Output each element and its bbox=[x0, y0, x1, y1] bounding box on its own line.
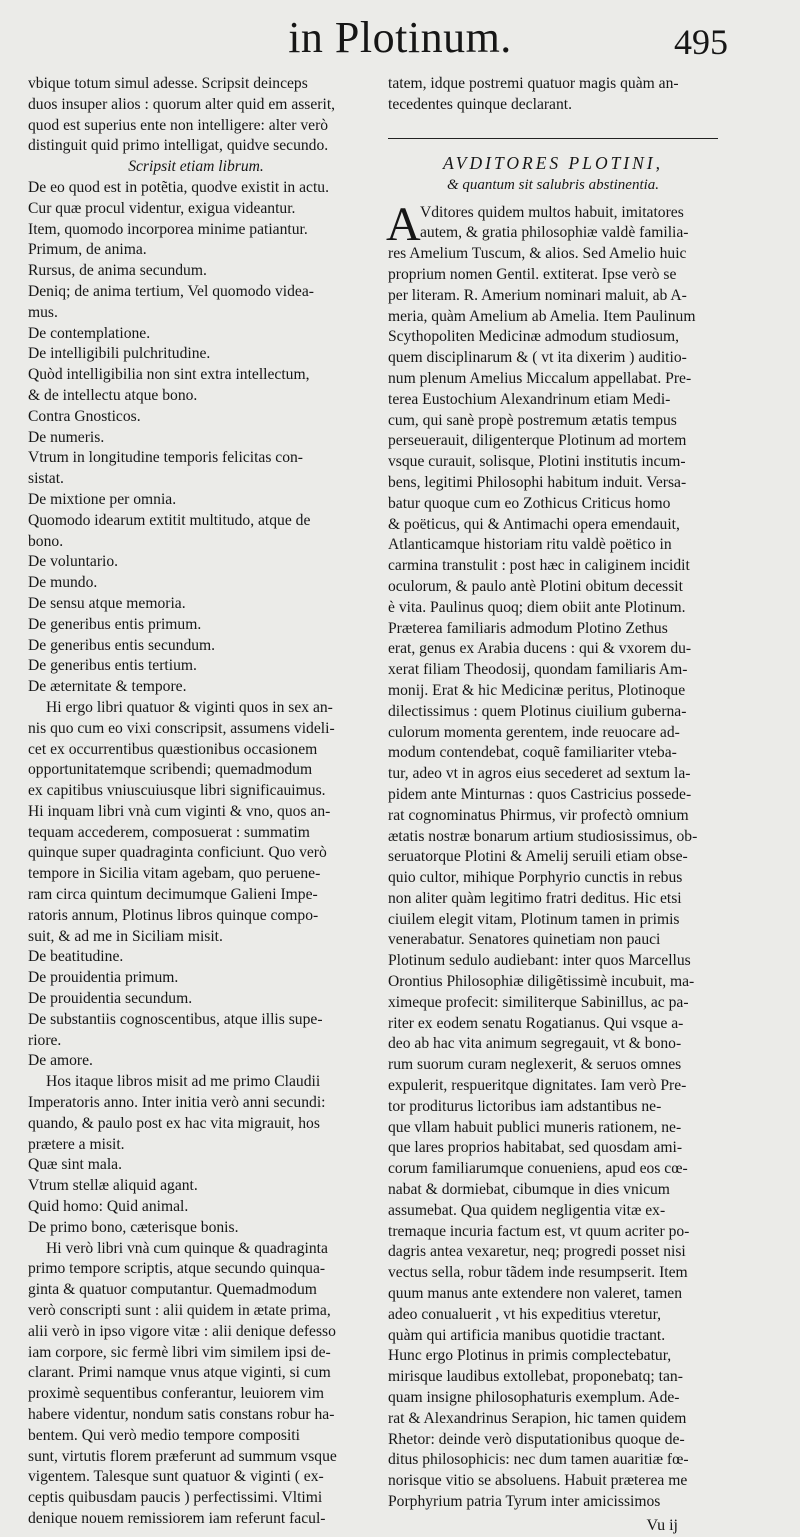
right-column bbox=[388, 74, 718, 1537]
text-line: vectus sella, robur tãdem inde resumpserit. Item bbox=[388, 1264, 688, 1282]
text-line: culorum momenta gerentem, inde reuocare ad- bbox=[388, 723, 680, 741]
text-line: De numeris. bbox=[28, 428, 105, 446]
text-line: Scripsit etiam librum. bbox=[128, 158, 264, 176]
text-line: venerabatur. Senatores quinetiam non pauci bbox=[388, 931, 661, 949]
text-line: modum contendebat, coquẽ familiariter vteba- bbox=[388, 744, 677, 762]
text-line: De mundo. bbox=[28, 574, 98, 592]
text-line: Hi inquam libri vnà cum viginti & vno, quos an- bbox=[28, 802, 331, 820]
text-line: sunt, virtutis florem præferunt ad summum vsque bbox=[28, 1447, 337, 1465]
text-line: non aliter quàm legitimo fratri deditus. Hic etsi bbox=[388, 889, 682, 907]
text-line: ciuilem elegit vitam, Plotinum tamen in primis bbox=[388, 910, 680, 928]
text-line: rat cognominatus Phirmus, vir profectò omnium bbox=[388, 806, 689, 824]
text-line: proximè sequentibus conferantur, leuiorem vim bbox=[28, 1385, 325, 1403]
text-line: & de intellectu atque bono. bbox=[28, 386, 198, 404]
text-line: De sensu atque memoria. bbox=[28, 594, 186, 612]
text-line: De prouidentia primum. bbox=[28, 969, 179, 987]
text-line: Plotinum sedulo audiebant: inter quos Marcellus bbox=[388, 952, 691, 970]
running-title: in Plotinum. bbox=[288, 13, 512, 62]
text-line: Imperatoris anno. Inter initia verò anni secundi: bbox=[28, 1094, 326, 1112]
text-line: terea Eustochium Alexandrinum etiam Medi- bbox=[388, 390, 671, 408]
text-line: xerat filiam Theodosij, quondam familiaris Am- bbox=[388, 661, 688, 679]
text-line: tur, adeo vt in agros eius secederet ad sextum la- bbox=[388, 765, 691, 783]
text-line: vbique totum simul adesse. Scripsit deinceps bbox=[28, 75, 308, 92]
text-line: Item, quomodo incorporea minime patiantur. bbox=[28, 220, 308, 238]
text-line: cet ex occurrentibus quæstionibus occasionem bbox=[28, 740, 318, 758]
text-line: Porphyrium patria Tyrum inter amicissimos bbox=[388, 1493, 661, 1510]
text-line: ximeque profecit: similiterque Sabinillus, ac pa- bbox=[388, 993, 689, 1011]
text-line: quio cultor, mihique Porphyrio cunctis in rebus bbox=[388, 869, 683, 887]
text-line: riter ex eodem senatu Rogatianus. Qui vsque a- bbox=[388, 1014, 684, 1032]
text-line: clarant. Primi namque vnus atque viginti, si cum bbox=[28, 1364, 331, 1382]
text-line: tremaque incuria factum est, vt quum acriter po- bbox=[388, 1222, 690, 1240]
text-line: primo tempore scriptis, atque secundo quinqua- bbox=[28, 1260, 326, 1278]
text-line: alii verò in ipso vigore vitæ : alii denique defesso bbox=[28, 1322, 336, 1340]
text-line: Rursus, de anima secundum. bbox=[28, 262, 207, 280]
text-line: Contra Gnosticos. bbox=[28, 407, 141, 425]
text-line: Vditores quidem multos habuit, imitatores bbox=[420, 203, 684, 221]
section-divider bbox=[388, 138, 718, 139]
text-line: res Amelium Tuscum, & alios. Sed Amelio huic bbox=[388, 245, 687, 263]
text-line: oculorum, & paulo antè Plotini obitum decessit bbox=[388, 577, 683, 595]
text-line: adeo conualuerit , vt his expeditius vteretur, bbox=[388, 1305, 662, 1323]
text-line: De generibus entis primum. bbox=[28, 615, 202, 633]
text-line: iam corpore, sic fermè libri vim similem ipsi de- bbox=[28, 1343, 331, 1361]
text-line: perseuerauit, diligenterque Plotinum ad mortem bbox=[388, 432, 687, 450]
drop-cap: A bbox=[386, 197, 421, 251]
text-line: nis quo cum eo vixi conscripsit, assumens videli- bbox=[28, 719, 335, 737]
text-line: quando, & paulo post ex hac vita migrauit, hos bbox=[28, 1114, 320, 1132]
signature-mark: Vu ij bbox=[646, 1516, 678, 1534]
text-line: tequam accederem, composuerat : summatim bbox=[28, 823, 310, 841]
text-line: Cur quæ procul videntur, exigua videantur. bbox=[28, 199, 296, 217]
text-line: Vtrum in longitudine temporis felicitas con- bbox=[28, 449, 303, 467]
drop-cap-lines bbox=[388, 203, 718, 245]
section-subheading: & quantum sit salubris abstinentia. bbox=[446, 176, 660, 193]
text-line: rat & Alexandrinus Serapion, hic tamen quidem bbox=[388, 1409, 687, 1427]
section-heading: AVDITORES PLOTINI, bbox=[442, 152, 664, 173]
text-line: quinque super quadraginta conficiunt. Quo verò bbox=[28, 844, 327, 862]
text-line: seruatorque Plotini & Amelij seruili etiam obse- bbox=[388, 848, 688, 866]
text-line: assumebat. Qua quidem negligentia vitæ ex- bbox=[388, 1201, 666, 1219]
text-line: De generibus entis tertium. bbox=[28, 657, 197, 675]
text-line: mus. bbox=[28, 303, 58, 321]
text-line: prætere a misit. bbox=[28, 1135, 125, 1153]
text-line: Hi verò libri vnà cum quinque & quadraginta bbox=[46, 1239, 328, 1257]
text-line: num plenum Amelius Miccalum appellabat. Pre- bbox=[388, 369, 692, 387]
text-line: Hi ergo libri quatuor & viginti quos in sex an- bbox=[46, 698, 333, 716]
text-line: Rhetor: deinde verò disputationibus quoque de- bbox=[388, 1430, 685, 1448]
text-line: De primo bono, cæterisque bonis. bbox=[28, 1218, 239, 1236]
text-line: Atlanticamque historiam ritu valdè poëtico in bbox=[388, 536, 672, 554]
text-line: expulerit, respueritque dignitates. Iam verò Pre- bbox=[388, 1077, 687, 1095]
text-line: vsque curauit, solisque, Plotini institutis incum- bbox=[388, 453, 686, 471]
right-column-continuation bbox=[388, 74, 718, 116]
text-line: Quid homo: Quid animal. bbox=[28, 1198, 189, 1216]
text-line: corum familiarumque conueniens, apud eos cœ- bbox=[388, 1160, 688, 1178]
text-line: ex capitibus vniuscuiusque libri significauimus. bbox=[28, 782, 326, 800]
text-line: Primum, de anima. bbox=[28, 241, 147, 259]
text-line: cum, qui sanè propè postremum ætatis tempus bbox=[388, 411, 677, 429]
left-column bbox=[28, 74, 364, 1530]
text-line: riore. bbox=[28, 1031, 62, 1049]
text-line: ratoris annum, Plotinus libros quinque compo- bbox=[28, 906, 319, 924]
text-line: denique nouem remissiorem iam referunt facul- bbox=[28, 1509, 326, 1527]
text-line: que vllam habuit publici muneris rationem, ne- bbox=[388, 1118, 682, 1136]
text-line: quam insigne philosophaturis exemplum. Ade- bbox=[388, 1389, 680, 1407]
text-line: De beatitudine. bbox=[28, 948, 124, 966]
text-line: que lares proprios habitabat, sed quosdam ami- bbox=[388, 1139, 683, 1157]
text-line: De mixtione per omnia. bbox=[28, 490, 177, 508]
text-line: ginta & quatuor computantur. Quemadmodum bbox=[28, 1281, 317, 1299]
text-line: Scythopoliten Medicinæ admodum studiosum, bbox=[388, 328, 680, 346]
text-line: erat, genus ex Arabia ducens : qui & vxorem du- bbox=[388, 640, 692, 658]
right-column-body bbox=[388, 244, 718, 1513]
text-line: tempore in Sicilia vitam agebam, quo peruene- bbox=[28, 865, 321, 883]
text-line: tecedentes quinque declarant. bbox=[388, 95, 573, 113]
opening-paragraph bbox=[386, 197, 718, 251]
text-line: bens, legitimi Philosophi habitum induit. Versa- bbox=[388, 473, 687, 491]
text-line: habere videntur, nondum satis constans robur ha- bbox=[28, 1406, 335, 1423]
text-line: per literam. R. Amerium nominari maluit, ab A- bbox=[388, 286, 687, 304]
text-line: vigentem. Talesque sunt quatuor & viginti ( ex- bbox=[28, 1468, 324, 1486]
text-line: & poëticus, qui & Antimachi opera emendauit, bbox=[388, 515, 680, 533]
text-line: Deniq; de anima tertium, Vel quomodo videa- bbox=[28, 282, 314, 300]
text-line: proprium nomen Gentil. extiterat. Ipse verò se bbox=[388, 265, 677, 283]
text-line: Orontius Philosophiæ diligẽtissimè incubuit, ma- bbox=[388, 973, 695, 991]
text-line: carmina transtulit : post hæc in caliginem incidit bbox=[388, 557, 690, 575]
text-line: monij. Erat & hic Medicinæ peritus, Plotinoque bbox=[388, 681, 686, 699]
text-line: Hos itaque libros misit ad me primo Claudii bbox=[46, 1073, 321, 1091]
text-line: De voluntario. bbox=[28, 553, 119, 571]
text-line: De intelligibili pulchritudine. bbox=[28, 345, 211, 363]
text-line: quum manus ante extendere non valeret, tamen bbox=[388, 1285, 683, 1303]
text-line: Quòd intelligibilia non sint extra intellectum, bbox=[28, 366, 310, 384]
text-line: Vtrum stellæ aliquid agant. bbox=[28, 1177, 198, 1195]
text-line: quem disciplinarum & ( vt ita dixerim ) auditio- bbox=[388, 349, 687, 367]
page-number: 495 bbox=[674, 22, 728, 62]
text-line: è vita. Paulinus quoq; diem obiit ante Plotinum. bbox=[388, 598, 686, 616]
text-line: autem, & gratia philosophiæ valdè familia- bbox=[420, 224, 689, 242]
text-line: De æternitate & tempore. bbox=[28, 678, 187, 696]
text-line: pidem ante Minturnas : quos Castricius possede- bbox=[388, 785, 692, 803]
text-line: De generibus entis secundum. bbox=[28, 636, 216, 654]
text-line: Quomodo idearum extitit multitudo, atque de bbox=[28, 511, 311, 529]
text-line: De prouidentia secundum. bbox=[28, 990, 193, 1008]
text-line: ditus philosophicis: nec dum tamen auaritiæ fœ- bbox=[388, 1451, 689, 1469]
text-line: distinguit quid primo intelligat, quidve secundo. bbox=[28, 137, 329, 155]
text-line: Hunc ergo Plotinus in primis complectebatur, bbox=[388, 1347, 672, 1365]
text-line: dilectissimus : quem Plotinus ciuilium guberna- bbox=[388, 702, 687, 720]
text-line: bentem. Qui verò medio tempore compositi bbox=[28, 1426, 300, 1444]
text-line: opportunitatemque scribendi; quemadmodum bbox=[28, 761, 313, 779]
text-line: mirisque laudibus extollebat, proponebatq; tan- bbox=[388, 1368, 683, 1386]
text-line: tatem, idque postremi quatuor magis quàm an- bbox=[388, 75, 679, 92]
text-line: De contemplatione. bbox=[28, 324, 151, 342]
text-line: deo ab hac vita animum segregauit, vt & bono- bbox=[388, 1035, 682, 1053]
text-line: De amore. bbox=[28, 1052, 93, 1070]
text-line: nabat & dormiebat, cibumque in dies vnicum bbox=[388, 1181, 670, 1199]
text-line: duos insuper alios : quorum alter quid em asserit, bbox=[28, 95, 336, 113]
text-line: De eo quod est in potẽtia, quodve existit in actu. bbox=[28, 178, 329, 196]
text-line: Præterea familiaris admodum Plotino Zethus bbox=[388, 619, 668, 637]
text-line: ram circa quintum decimumque Galieni Impe- bbox=[28, 886, 318, 904]
text-line: quàm qui artificia manibus quotidie tractant. bbox=[388, 1326, 666, 1344]
text-line: tor proditurus lictoribus iam adstantibus ne- bbox=[388, 1097, 662, 1115]
text-line: sistat. bbox=[28, 470, 64, 488]
text-line: ætatis nostræ bonarum artium studiosissimus, ob- bbox=[388, 827, 698, 845]
text-line: verò conscripti sunt : alii quidem in ætate prima, bbox=[28, 1302, 331, 1320]
text-line: norisque vitio se absoluens. Habuit præterea me bbox=[388, 1472, 688, 1490]
text-line: rum suorum curam neglexerit, & seruos omnes bbox=[388, 1056, 682, 1074]
text-line: bono. bbox=[28, 532, 64, 550]
text-line: Quæ sint mala. bbox=[28, 1156, 122, 1174]
text-line: De substantiis cognoscentibus, atque illis supe- bbox=[28, 1010, 323, 1028]
text-line: dagris antea vexaretur, neq; progredi posset nisi bbox=[388, 1243, 686, 1261]
text-line: meria, quàm Amelium ab Amelia. Item Paulinum bbox=[388, 307, 696, 325]
text-line: quod est superius ente non intelligere: alter verò bbox=[28, 116, 329, 134]
text-line: suit, & ad me in Siciliam misit. bbox=[28, 927, 223, 945]
text-line: batur quoque cum eo Zothicus Criticus homo bbox=[388, 494, 671, 512]
text-line: ceptis quibusdam paucis ) perfectissimi. Vltimi bbox=[28, 1489, 323, 1507]
